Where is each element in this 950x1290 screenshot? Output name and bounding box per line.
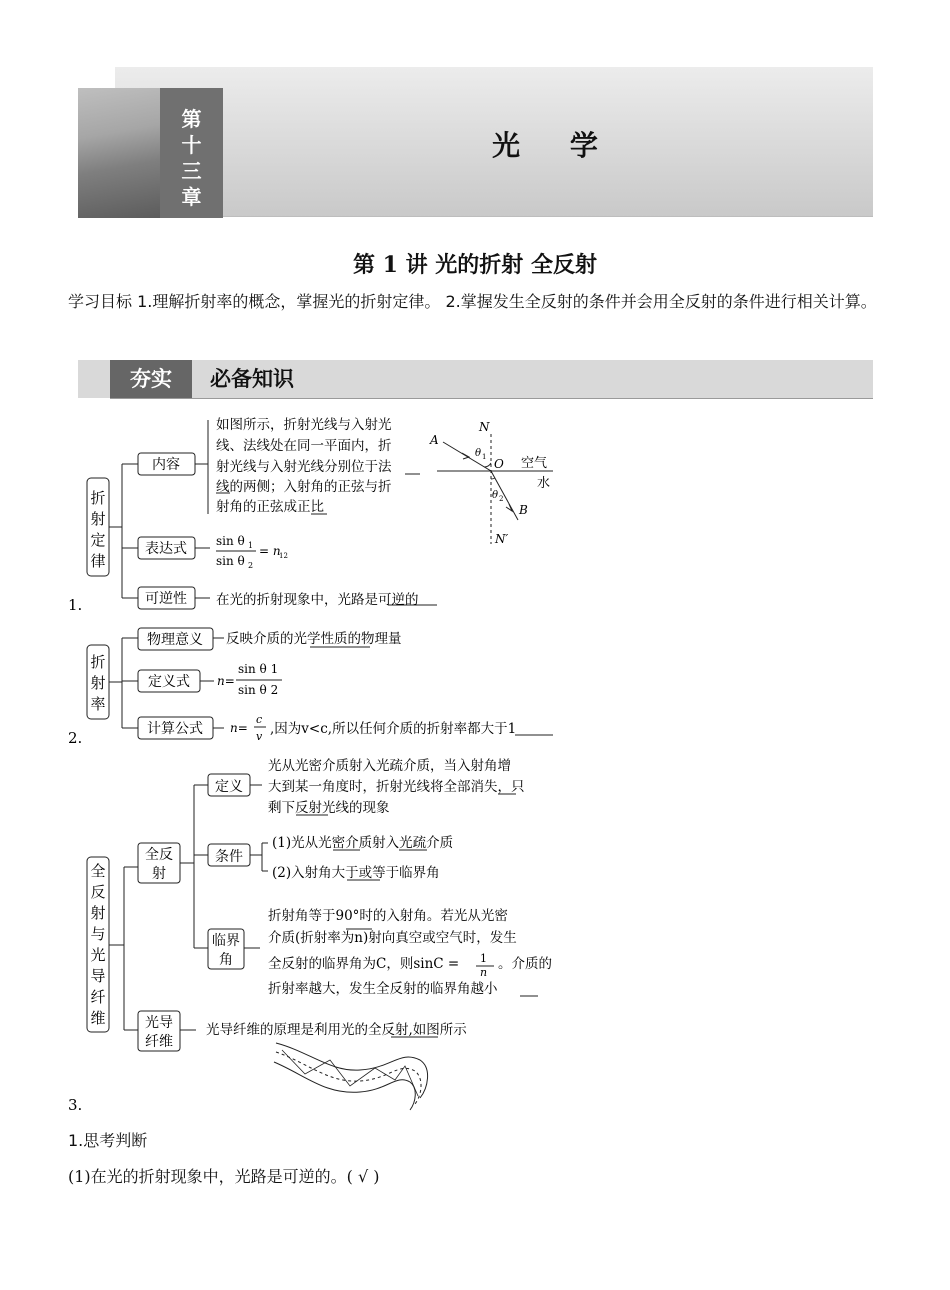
diagram2-number: 2. xyxy=(68,729,83,747)
definition-label: 定义式 xyxy=(148,674,190,690)
def-line: 大到某一角度时，折射光线将全部消失，只 xyxy=(268,779,525,795)
crit-label: 角 xyxy=(219,952,233,968)
tir-label: 全反 xyxy=(145,847,173,863)
fig-label-A: A xyxy=(430,433,439,447)
root-char: 导 xyxy=(90,967,106,985)
root-char: 与 xyxy=(90,925,106,943)
fig-theta2-sub: 2 xyxy=(499,495,504,503)
fig-label-N: N xyxy=(479,420,490,434)
fig-label-air: 空气 xyxy=(521,456,548,471)
reversible-label: 可逆性 xyxy=(145,591,187,607)
banner-divider xyxy=(115,216,873,217)
chapter-title: 光 学 xyxy=(492,129,618,162)
judgement-item: (1)在光的折射现象中，光路是可逆的。( √ ) xyxy=(68,1167,380,1186)
fig-theta2: θ xyxy=(492,490,499,501)
root-char: 折 xyxy=(90,653,106,671)
learning-objective: 学习目标 1.理解折射率的概念，掌握光的折射定律。 2.掌握发生全反射的条件并会用全反射的条件进行相关计算。 xyxy=(68,292,877,311)
content-line: 如图所示，折射光线与入射光 xyxy=(216,417,392,433)
root-char: 射 xyxy=(90,510,106,528)
formula-rhs-subscript: 12 xyxy=(279,552,288,560)
formula-denominator: sin θ xyxy=(216,554,245,568)
content-line: 射角的正弦成正比 xyxy=(216,499,324,515)
cond-2: (2)入射角大于或等于临界角 xyxy=(272,865,440,881)
cond-1: (1)光从光密介质射入光疏介质 xyxy=(272,835,454,851)
meaning-text: 反映介质的光学性质的物理量 xyxy=(226,631,402,647)
fiber-label: 光导 xyxy=(145,1015,173,1031)
root-char: 光 xyxy=(90,946,106,964)
calc-numerator: c xyxy=(256,713,263,726)
root-char: 折 xyxy=(90,489,106,507)
crit-line: 介质(折射率为n)射向真空或空气时，发生 xyxy=(268,930,517,946)
cond-label: 条件 xyxy=(215,849,243,865)
formula-subscript: 2 xyxy=(248,561,254,570)
fig-theta1: θ xyxy=(475,448,482,459)
crit-frac-num: 1 xyxy=(480,952,487,965)
diagram3-number: 3. xyxy=(68,1096,83,1114)
crit-line: 。介质的 xyxy=(498,956,552,972)
root-char: 射 xyxy=(90,904,106,922)
calc-label: 计算公式 xyxy=(147,721,203,737)
fig-label-B: B xyxy=(519,503,528,517)
root-char: 率 xyxy=(90,695,106,713)
fig-theta1-sub: 1 xyxy=(482,453,487,461)
fiber-outer-top xyxy=(276,1043,428,1098)
chapter-label: 第十三章 xyxy=(181,107,202,209)
formula-label: 表达式 xyxy=(145,541,187,557)
root-char: 纤 xyxy=(90,988,106,1006)
root-char: 全 xyxy=(90,862,106,880)
definition-numerator: sin θ 1 xyxy=(238,662,279,676)
def-line: 光从光密介质射入光疏介质，当入射角增 xyxy=(268,758,511,774)
crit-frac-den: n xyxy=(480,966,488,979)
root-char: 维 xyxy=(90,1009,106,1027)
lesson-title: 第 1 讲 光的折射 全反射 xyxy=(353,252,597,278)
content-label: 内容 xyxy=(152,457,180,473)
def-line: 剩下反射光线的现象 xyxy=(268,800,390,816)
meaning-label: 物理意义 xyxy=(147,632,203,648)
landscape-photo xyxy=(78,88,160,218)
root-char: 律 xyxy=(90,552,106,570)
section-underline xyxy=(110,398,873,399)
judgement-heading: 1.思考判断 xyxy=(68,1131,148,1150)
root-char: 反 xyxy=(90,883,106,901)
section-bar xyxy=(78,360,873,398)
crit-line: 折射率越大，发生全反射的临界角越小 xyxy=(268,981,498,997)
content-line: 线的两侧；入射角的正弦与折 xyxy=(216,479,392,495)
formula-subscript: 1 xyxy=(248,541,254,550)
fig-label-water: 水 xyxy=(537,476,551,491)
calc-denominator: v xyxy=(256,730,263,743)
knowledge-diagrams xyxy=(0,400,950,1130)
fiber-label: 纤维 xyxy=(145,1034,173,1050)
crit-line: 全反射的临界角为C，则sinC = xyxy=(268,956,460,972)
content-line: 线、法线处在同一平面内，折 xyxy=(216,438,392,454)
calc-lhs: n= xyxy=(230,721,248,735)
calc-text: ,因为v<c,所以任何介质的折射率都大于1 xyxy=(270,721,517,737)
def-label: 定义 xyxy=(215,779,243,795)
root-char: 定 xyxy=(90,531,106,549)
content-line: 射光线与入射光线分别位于法 xyxy=(216,459,392,475)
reversible-text: 在光的折射现象中，光路是可逆的 xyxy=(216,592,419,608)
tir-label: 射 xyxy=(152,866,166,882)
formula-numerator: sin θ xyxy=(216,534,245,548)
fiber-text: 光导纤维的原理是利用光的全反射,如图所示 xyxy=(206,1022,467,1038)
diagram1-number: 1. xyxy=(68,596,83,614)
definition-denominator: sin θ 2 xyxy=(238,683,279,697)
definition-lhs: n= xyxy=(217,674,235,688)
root-char: 射 xyxy=(90,674,106,692)
crit-label: 临界 xyxy=(212,933,240,949)
chapter-badge xyxy=(160,88,223,218)
section-badge: 夯实 xyxy=(110,360,192,398)
crit-line: 折射角等于90°时的入射角。若光从光密 xyxy=(268,908,508,924)
section-title: 必备知识 xyxy=(210,367,294,391)
fig-label-N-prime: N′ xyxy=(495,532,509,546)
fig-label-O: O xyxy=(494,457,504,471)
formula-rhs: = n xyxy=(259,544,281,558)
